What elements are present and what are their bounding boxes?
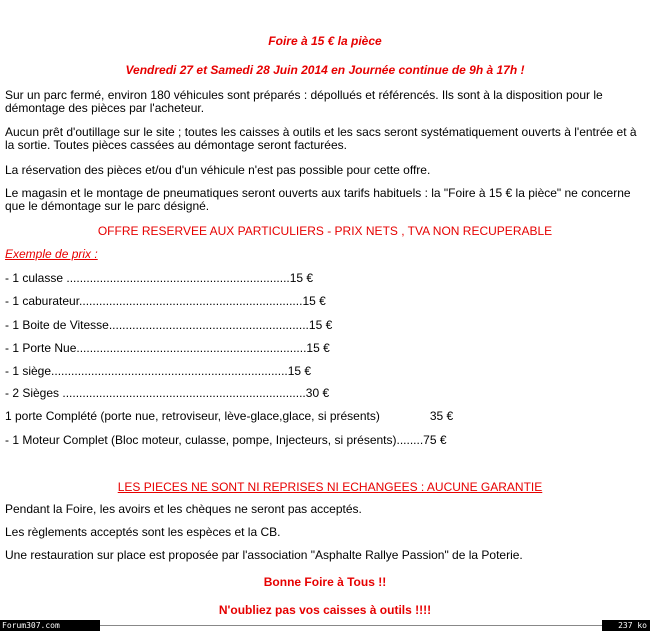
price-leader-dots: ........ bbox=[396, 433, 424, 447]
offer-notice: OFFRE RESERVEE AUX PARTICULIERS - PRIX NETS , TVA NON RECUPERABLE bbox=[97, 224, 553, 238]
price-value: 75 € bbox=[423, 433, 447, 447]
price-row bbox=[5, 386, 329, 400]
price-value: 15 € bbox=[287, 364, 312, 378]
price-item-name: - 1 Moteur Complet (Bloc moteur, culasse, pompe, Injecteurs, si présents) bbox=[5, 433, 397, 447]
intro-paragraph-1: Sur un parc fermé, environ 180 véhicules sont préparés : dépollués et référencés. Ils sont à la disposition pour le démontage des pièces par l'acheteur. bbox=[5, 88, 603, 115]
price-row bbox=[5, 318, 332, 332]
outro-paragraph-1: Pendant la Foire, les avoirs et les chèques ne seront pas acceptés. bbox=[5, 502, 362, 516]
price-value: 35 € bbox=[429, 409, 454, 423]
intro-paragraph-3: La réservation des pièces et/ou d'un véhicule n'est pas possible pour cette offre. bbox=[5, 163, 431, 177]
price-item-name: - 1 culasse bbox=[5, 271, 67, 285]
outro-paragraph-3: Une restauration sur place est proposée par l'association "Asphalte Rallye Passion" de la Poterie. bbox=[5, 548, 523, 562]
closing-greeting: Bonne Foire à Tous !! bbox=[263, 575, 387, 589]
footer-site-watermark: Forum307.com bbox=[0, 620, 100, 631]
price-item-name: - 2 Sièges bbox=[5, 386, 63, 400]
guarantee-notice: LES PIECES NE SONT NI REPRISES NI ECHANGEES : AUCUNE GARANTIE bbox=[117, 480, 543, 494]
fair-dates: Vendredi 27 et Samedi 28 Juin 2014 en Journée continue de 9h à 17h ! bbox=[125, 63, 525, 77]
price-row bbox=[5, 341, 330, 355]
price-leader-dots: ................................................................... bbox=[66, 271, 290, 285]
footer-divider bbox=[100, 625, 602, 626]
price-row bbox=[5, 294, 326, 308]
price-leader-dots: ......................................................................... bbox=[62, 386, 306, 400]
price-item-name: - 1 caburateur bbox=[5, 294, 80, 308]
price-row bbox=[5, 433, 447, 447]
price-item-name: - 1 Boite de Vitesse bbox=[5, 318, 109, 332]
price-item-name: - 1 Porte Nue bbox=[5, 341, 77, 355]
closing-reminder: N'oubliez pas vos caisses à outils !!!! bbox=[218, 603, 432, 617]
price-leader-dots: ................................................................... bbox=[79, 294, 303, 308]
price-item-name: - 1 siège bbox=[5, 364, 52, 378]
price-value: 30 € bbox=[305, 386, 330, 400]
fair-title: Foire à 15 € la pièce bbox=[268, 34, 382, 48]
price-value: 15 € bbox=[302, 294, 326, 308]
price-leader-dots: ............................................................ bbox=[108, 318, 309, 332]
price-row bbox=[5, 409, 453, 423]
price-leader-dots: ....................................................................... bbox=[51, 364, 288, 378]
price-value: 15 € bbox=[289, 271, 314, 285]
price-item-name: 1 porte Complété (porte nue, retroviseur, lève-glace,glace, si présents) bbox=[5, 409, 380, 423]
intro-paragraph-4: Le magasin et le montage de pneumatiques seront ouverts aux tarifs habituels : la "Foire à 15 € la pièce" ne concerne que le démontage sur le parc désigné. bbox=[5, 186, 631, 213]
price-value: 15 € bbox=[306, 341, 330, 355]
price-leader-dots bbox=[380, 409, 430, 423]
outro-paragraph-2: Les règlements acceptés sont les espèces et la CB. bbox=[5, 525, 281, 539]
footer-file-size: 237 ko bbox=[602, 620, 650, 631]
price-value: 15 € bbox=[308, 318, 333, 332]
intro-paragraph-2: Aucun prêt d'outillage sur le site ; toutes les caisses à outils et les sacs seront systématiquement ouverts à l'entrée et à la sortie. Toutes pièces cassées au démontage seront facturées. bbox=[5, 125, 637, 152]
price-leader-dots: ..................................................................... bbox=[76, 341, 307, 355]
price-row bbox=[5, 364, 311, 378]
price-row bbox=[5, 271, 313, 285]
example-label: Exemple de prix : bbox=[5, 247, 98, 261]
